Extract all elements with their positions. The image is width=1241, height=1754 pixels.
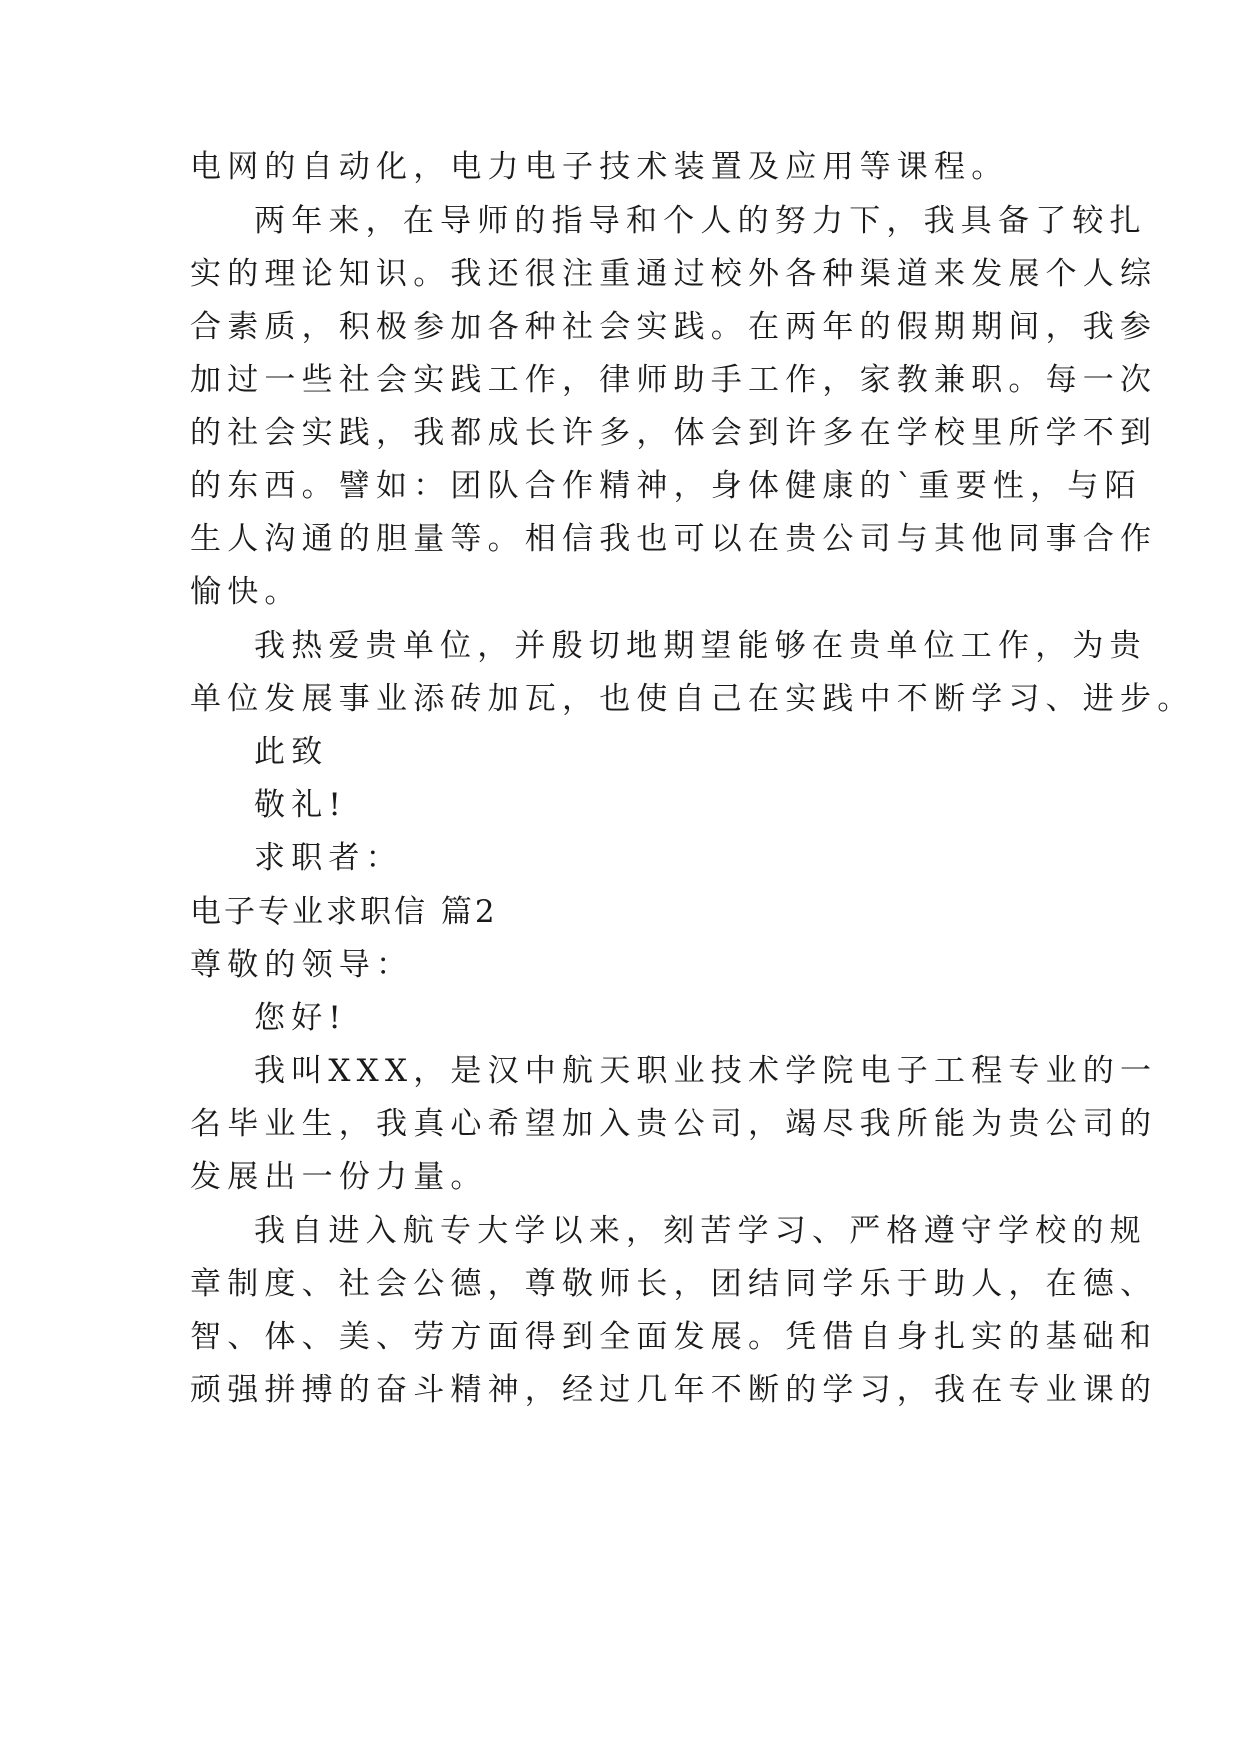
text-line: 名毕业生，我真心希望加入贵公司，竭尽我所能为贵公司的 [190, 1106, 1158, 1142]
closing-ci-zhi: 此致 [254, 734, 329, 770]
salutation: 尊敬的领导： [190, 947, 414, 983]
text-line: 章制度、社会公德，尊敬师长，团结同学乐于助人，在德、 [190, 1266, 1158, 1302]
section-title: 电子专业求职信 篇2 [190, 894, 498, 930]
text-line: 智、体、美、劳方面得到全面发展。凭借自身扎实的基础和 [190, 1319, 1158, 1355]
text-line: 顽强拼搏的奋斗精神，经过几年不断的学习，我在专业课的 [190, 1372, 1158, 1408]
greeting: 您好! [254, 1000, 348, 1036]
text-line: 我自进入航专大学以来，刻苦学习、严格遵守学校的规 [254, 1213, 1147, 1249]
text-line: 生人沟通的胆量等。相信我也可以在贵公司与其他同事合作 [190, 521, 1158, 557]
text-line: 我热爱贵单位，并殷切地期望能够在贵单位工作，为贵 [254, 628, 1147, 664]
text-line: 发展出一份力量。 [190, 1159, 488, 1195]
text-line: 实的理论知识。我还很注重通过校外各种渠道来发展个人综 [190, 256, 1158, 292]
signature-label: 求职者： [254, 840, 403, 876]
text-line: 的东西。譬如：团队合作精神，身体健康的`重要性，与陌 [190, 468, 1142, 504]
text-line: 我叫XXX，是汉中航天职业技术学院电子工程专业的一 [254, 1053, 1158, 1089]
text-line: 单位发展事业添砖加瓦，也使自己在实践中不断学习、进步。 [190, 681, 1195, 717]
text-line: 加过一些社会实践工作，律师助手工作，家教兼职。每一次 [190, 362, 1158, 398]
closing-jing-li: 敬礼! [254, 787, 348, 823]
text-line: 电网的自动化，电力电子技术装置及应用等课程。 [190, 149, 1009, 185]
text-line: 合素质，积极参加各种社会实践。在两年的假期期间，我参 [190, 309, 1158, 345]
text-line: 愉快。 [190, 574, 302, 610]
text-line: 的社会实践，我都成长许多，体会到许多在学校里所学不到 [190, 415, 1158, 451]
text-line: 两年来，在导师的指导和个人的努力下，我具备了较扎 [254, 203, 1147, 239]
